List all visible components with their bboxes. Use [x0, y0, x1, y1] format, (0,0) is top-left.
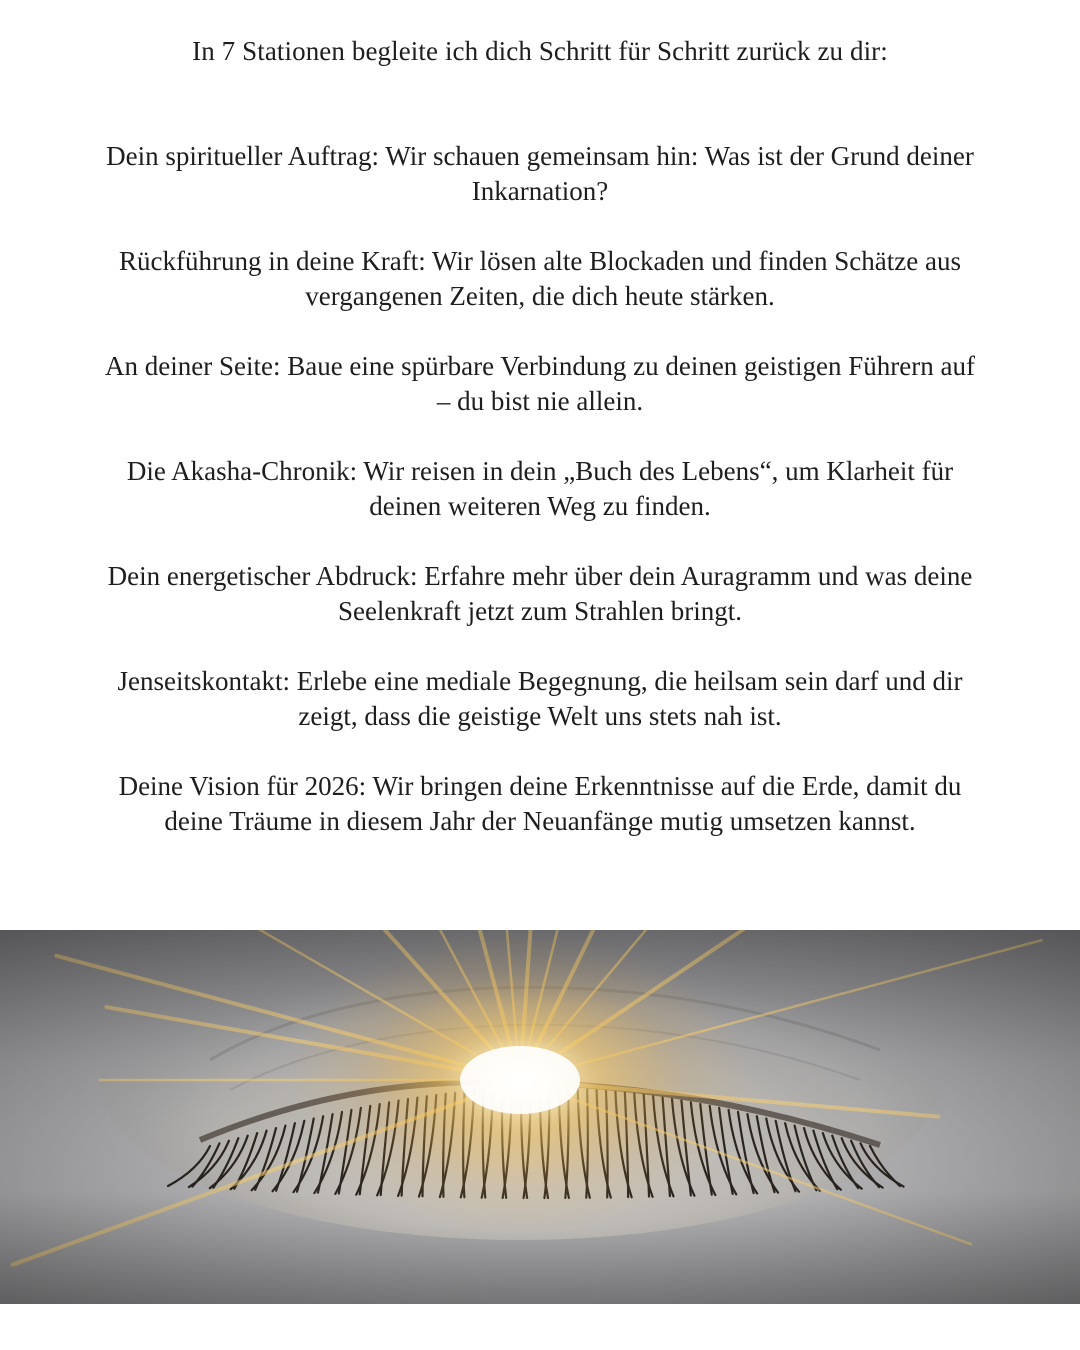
intro-text: In 7 Stationen begleite ich dich Schritt für Schritt zurück zu dir:	[192, 36, 888, 66]
glowing-eye-image	[0, 930, 1080, 1304]
station-item-6: Jenseitskontakt: Erlebe eine mediale Begegnung, die heilsam sein darf und dir zeigt, dass die geistige Welt uns stets nah ist.	[117, 666, 963, 731]
stations-list	[100, 139, 980, 874]
station-item-7: Deine Vision für 2026: Wir bringen deine Erkenntnisse auf die Erde, damit du deine Träume in diesem Jahr der Neuanfänge mutig umsetzen kannst.	[118, 771, 962, 836]
station-item-1: Dein spiritueller Auftrag: Wir schauen gemeinsam hin: Was ist der Grund deiner Inkarnation?	[106, 141, 974, 206]
station-item-4: Die Akasha-Chronik: Wir reisen in dein „Buch des Lebens“, um Klarheit für deinen weiteren Weg zu finden.	[126, 456, 954, 521]
station-item-5: Dein energetischer Abdruck: Erfahre mehr über dein Auragramm und was deine Seelenkraft jetzt zum Strahlen bringt.	[107, 561, 973, 626]
station-item-3: An deiner Seite: Baue eine spürbare Verbindung zu deinen geistigen Führern auf – du bist nie allein.	[105, 351, 975, 416]
glowing-eye-illustration	[0, 930, 1080, 1304]
station-item-2: Rückführung in deine Kraft: Wir lösen alte Blockaden und finden Schätze aus vergangenen Zeiten, die dich heute stärken.	[119, 246, 961, 311]
